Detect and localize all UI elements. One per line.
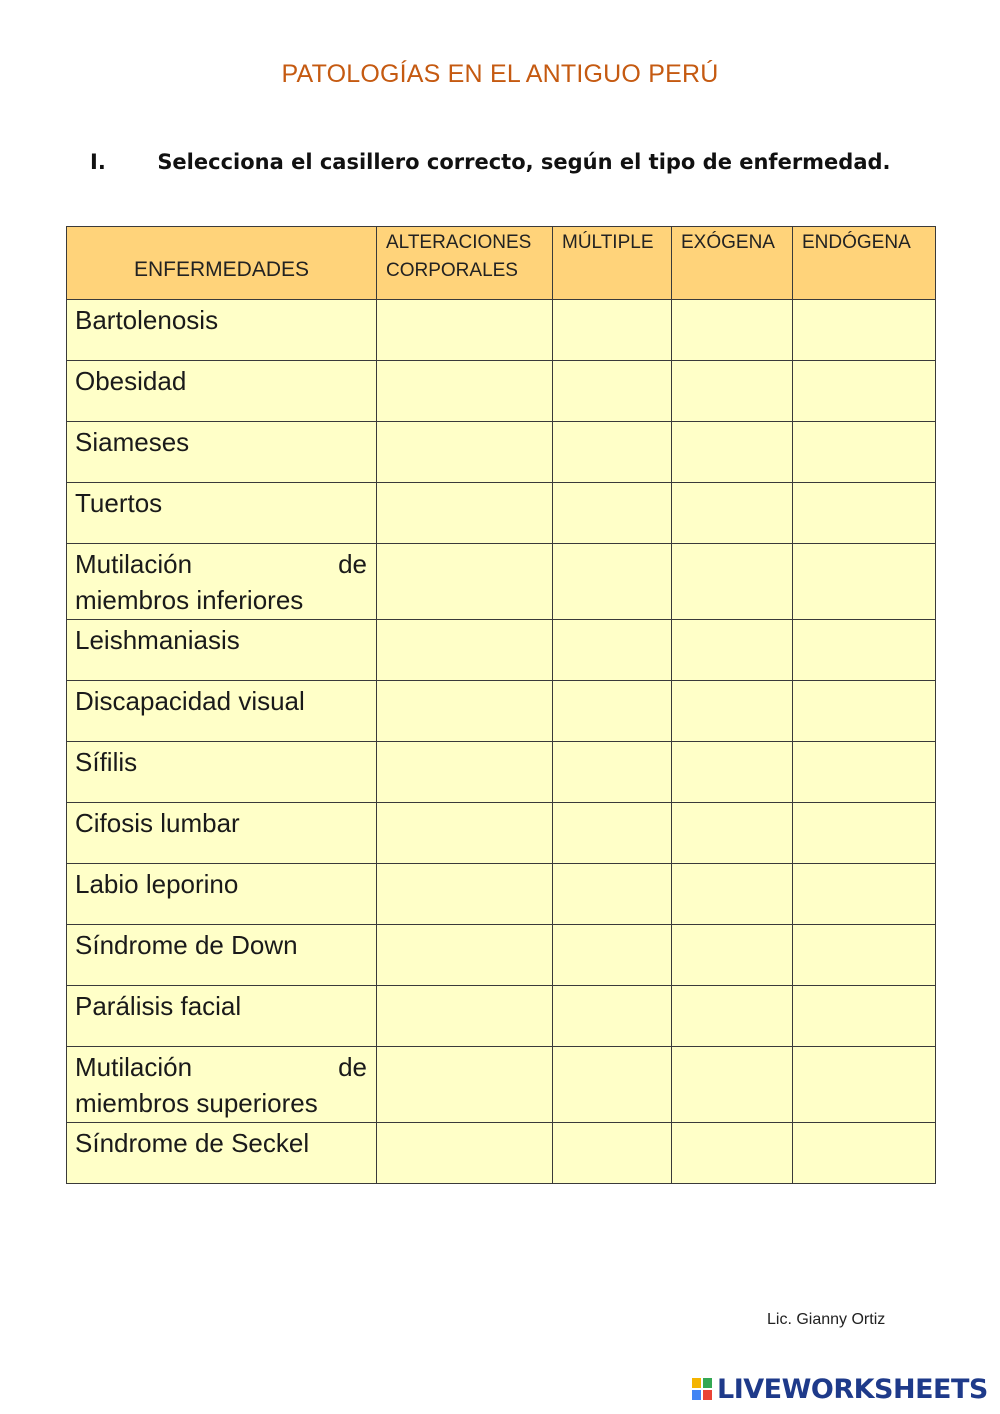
answer-cell[interactable] [793,803,936,864]
page-title: PATOLOGÍAS EN EL ANTIGUO PERÚ [281,60,719,88]
answer-cell[interactable] [377,1123,553,1184]
table-row [67,1123,936,1184]
answer-cell[interactable] [553,544,672,620]
answer-cell[interactable] [377,681,553,742]
answer-cell[interactable] [377,803,553,864]
answer-cell[interactable] [672,620,793,681]
header-endogena: ENDÓGENA [793,227,936,300]
answer-cell[interactable] [377,483,553,544]
disease-name: Cifosis lumbar [67,803,377,864]
answer-cell[interactable] [377,742,553,803]
header-multiple: MÚLTIPLE [553,227,672,300]
answer-cell[interactable] [793,925,936,986]
instruction-text: Selecciona el casillero correcto, según el tipo de enfermedad. [157,150,891,174]
table-row [67,544,936,620]
answer-cell[interactable] [672,864,793,925]
table-row [67,864,936,925]
answer-cell[interactable] [672,986,793,1047]
disease-name-line: miembros inferiores [75,585,304,615]
answer-cell[interactable] [553,422,672,483]
answer-cell[interactable] [793,483,936,544]
instruction-number: I. [90,150,106,174]
answer-cell[interactable] [672,681,793,742]
answer-cell[interactable] [553,925,672,986]
answer-cell[interactable] [377,864,553,925]
answer-cell[interactable] [553,1047,672,1123]
answer-cell[interactable] [672,483,793,544]
answer-cell[interactable] [672,1123,793,1184]
answer-cell[interactable] [377,986,553,1047]
disease-name: Bartolenosis [67,300,377,361]
disease-name: Síndrome de Down [67,925,377,986]
answer-cell[interactable] [377,544,553,620]
disease-name: Tuertos [67,483,377,544]
liveworksheets-logo [692,1374,988,1405]
answer-cell[interactable] [377,620,553,681]
table-row [67,803,936,864]
answer-cell[interactable] [672,361,793,422]
disease-name-line: miembros superiores [75,1088,318,1118]
answer-cell[interactable] [793,300,936,361]
disease-name-line: Mutilación de [75,1052,367,1082]
table-row [67,620,936,681]
answer-cell[interactable] [377,925,553,986]
answer-cell[interactable] [553,864,672,925]
answer-cell[interactable] [377,300,553,361]
answer-cell[interactable] [672,300,793,361]
table-row [67,1047,936,1123]
answer-cell[interactable] [377,1047,553,1123]
answer-cell[interactable] [553,300,672,361]
logo-mark-icon [692,1378,714,1402]
answer-cell[interactable] [672,742,793,803]
answer-cell[interactable] [793,742,936,803]
answer-cell[interactable] [377,361,553,422]
disease-name: Discapacidad visual [67,681,377,742]
answer-cell[interactable] [793,864,936,925]
answer-cell[interactable] [672,803,793,864]
answer-cell[interactable] [553,742,672,803]
answer-cell[interactable] [793,1123,936,1184]
header-exogena: EXÓGENA [672,227,793,300]
table-header-row [67,227,936,300]
table-row [67,300,936,361]
table-row [67,361,936,422]
disease-classification-table [66,226,936,1184]
logo-text: LIVEWORKSHEETS [717,1374,988,1405]
answer-cell[interactable] [672,544,793,620]
answer-cell[interactable] [377,422,553,483]
answer-cell[interactable] [553,483,672,544]
disease-name: Obesidad [67,361,377,422]
disease-name-line: Mutilación de [75,549,367,579]
answer-cell[interactable] [672,925,793,986]
answer-cell[interactable] [793,422,936,483]
answer-cell[interactable] [553,681,672,742]
table-row [67,742,936,803]
disease-name [67,1047,377,1123]
answer-cell[interactable] [553,986,672,1047]
answer-cell[interactable] [553,620,672,681]
disease-name: Siameses [67,422,377,483]
answer-cell[interactable] [793,544,936,620]
answer-cell[interactable] [553,803,672,864]
answer-cell[interactable] [672,1047,793,1123]
table-row [67,422,936,483]
disease-name [67,544,377,620]
disease-name: Labio leporino [67,864,377,925]
disease-name: Sífilis [67,742,377,803]
disease-name: Parálisis facial [67,986,377,1047]
answer-cell[interactable] [672,422,793,483]
instruction [90,150,891,174]
answer-cell[interactable] [793,681,936,742]
table-row [67,986,936,1047]
disease-name: Leishmaniasis [67,620,377,681]
disease-name: Síndrome de Seckel [67,1123,377,1184]
answer-cell[interactable] [793,620,936,681]
table-row [67,925,936,986]
table-row [67,483,936,544]
header-alteraciones-corporales: ALTERACIONES CORPORALES [377,227,553,300]
answer-cell[interactable] [793,1047,936,1123]
header-enfermedades: ENFERMEDADES [67,227,377,300]
author-credit: Lic. Gianny Ortiz [767,1311,886,1328]
answer-cell[interactable] [793,361,936,422]
table-row [67,681,936,742]
answer-cell[interactable] [553,361,672,422]
answer-cell[interactable] [553,1123,672,1184]
answer-cell[interactable] [793,986,936,1047]
